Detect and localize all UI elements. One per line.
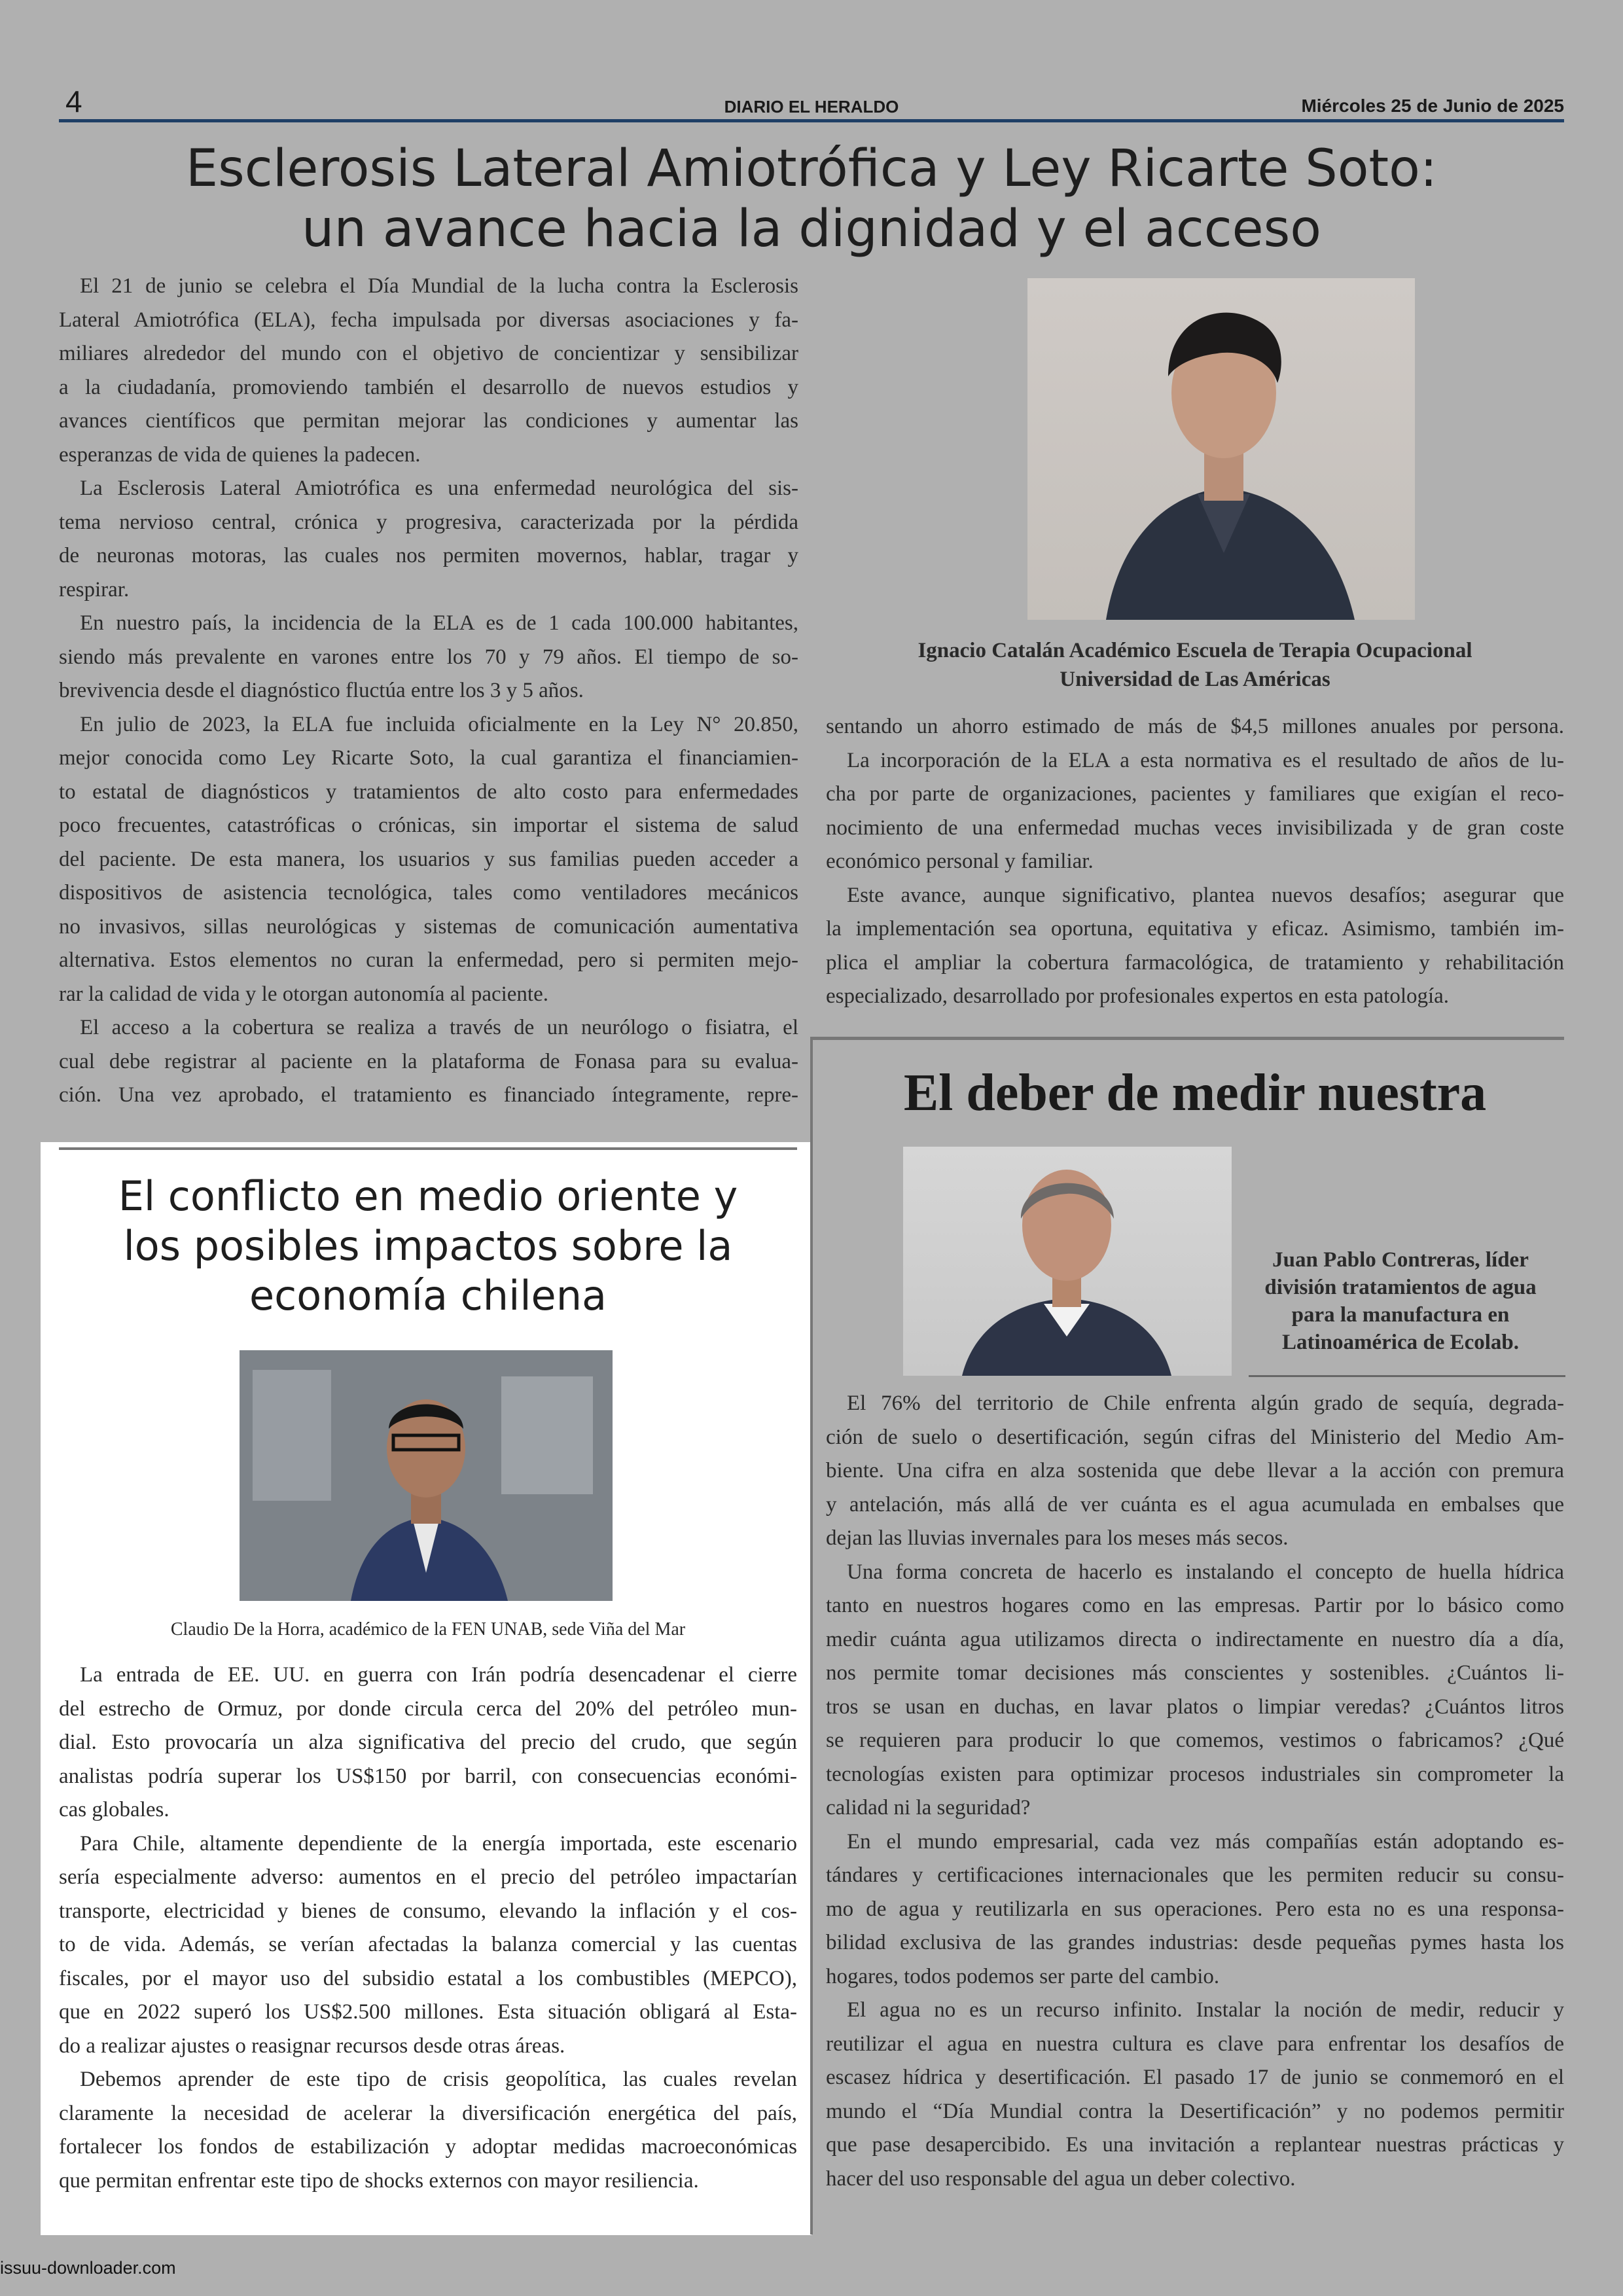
text-line: ción. Una vez aprobado, el tratamiento es financiado íntegramente, repre-	[59, 1083, 798, 1107]
text-line: especializado, desarrollado por profesionales expertos en esta patología.	[826, 984, 1450, 1008]
text-line: que en 2022 superó los US$2.500 millones. Esta situación obligará al Esta-	[59, 2000, 797, 2024]
text-line: cual debe registrar al paciente en la plataforma de Fonasa para su evalua-	[59, 1049, 798, 1073]
text-line: reutilizar el agua en nuestra cultura es clave para enfrentar los desafíos de	[826, 2032, 1564, 2056]
article2-photo-caption: Claudio De la Horra, académico de la FEN UNAB, sede Viña del Mar	[170, 1619, 686, 1640]
text-line: mundo el “Día Mundial contra la Desertificación” y no podemos permitir	[826, 2099, 1564, 2123]
text-line: En julio de 2023, la ELA fue incluida oficialmente en la Ley N° 20.850,	[80, 712, 798, 736]
caption-line: Juan Pablo Contreras, líder	[1272, 1248, 1529, 1272]
text-line: ción de suelo o desertificación, según cifras del Ministerio del Medio Am-	[826, 1425, 1564, 1449]
text-line: sentando un ahorro estimado de más de $4,5 millones anuales por persona.	[826, 715, 1564, 738]
article3-body	[826, 1387, 1564, 2196]
text-line: tándares y certificaciones internacionales que les permiten reducir su consu-	[826, 1863, 1564, 1887]
author-photo-catalan	[1027, 278, 1415, 620]
text-line: la implementación sea oportuna, equitativa y eficaz. Asimismo, también im-	[826, 917, 1564, 941]
text-line: tema nervioso central, crónica y progresiva, caracterizada por la pérdida	[59, 510, 798, 534]
text-line: Este avance, aunque significativo, plantea nuevos desafíos; asegurar que	[847, 883, 1564, 907]
headline-line: los posibles impactos sobre la	[123, 1222, 733, 1270]
text-line: plica el ampliar la cobertura farmacológica, de tratamiento y rehabilitación	[826, 950, 1564, 975]
text-line: El acceso a la cobertura se realiza a través de un neurólogo o fisiatra, el	[80, 1016, 798, 1039]
text-line: Para Chile, altamente dependiente de la energía importada, este escenario	[80, 1831, 797, 1856]
text-line: to estatal de diagnósticos y tratamientos de alto costo para enfermedades	[59, 780, 798, 804]
text-line: bilidad exclusiva de las grandes industrias: desde pequeñas pymes hasta los	[826, 1931, 1564, 1954]
text-line: analistas podría superar los US$150 por barril, con consecuencias económi-	[59, 1764, 797, 1788]
text-line: y antelación, más allá de ver cuánta es el agua acumulada en embalses que	[826, 1492, 1564, 1516]
text-line: transporte, electricidad y bienes de consumo, elevando la inflación y el cos-	[59, 1899, 797, 1923]
text-line: rar la calidad de vida y le otorgan autonomía al paciente.	[59, 982, 548, 1006]
caption-line: Universidad de Las Américas	[1060, 668, 1330, 691]
text-line: siendo más prevalente en varones entre los 70 y 79 años. El tiempo de so-	[59, 645, 798, 669]
text-line: cas globales.	[59, 1798, 169, 1821]
text-line: En nuestro país, la incidencia de la ELA es de 1 cada 100.000 habitantes,	[80, 611, 798, 635]
caption-line: división tratamientos de agua	[1264, 1276, 1537, 1299]
headline-line: un avance hacia la dignidad y el acceso	[302, 200, 1321, 259]
text-line: alternativa. Estos elementos no curan la enfermedad, pero si permiten mejo-	[59, 948, 798, 972]
article3-headline: El deber de medir nuestra	[903, 1064, 1487, 1122]
text-line: El 21 de junio se celebra el Día Mundial de la lucha contra la Esclerosis	[80, 274, 798, 298]
article2-headline	[59, 1172, 797, 1321]
text-line: brevivencia desde el diagnóstico fluctúa entre los 3 y 5 años.	[59, 679, 584, 702]
issue-date: Miércoles 25 de Junio de 2025	[1301, 96, 1564, 116]
text-line: claramente la necesidad de acelerar la diversificación energética del país,	[59, 2101, 797, 2125]
text-line: a la ciudadanía, promoviendo también el desarrollo de nuevos estudios y	[59, 375, 798, 399]
text-line: calidad ni la seguridad?	[826, 1796, 1031, 1820]
header-rule	[59, 119, 1564, 122]
text-line: cha por parte de organizaciones, pacientes y familiares que exigían el reco-	[826, 782, 1564, 806]
text-line: Lateral Amiotrófica (ELA), fecha impulsada por diversas asociaciones y fa-	[59, 308, 798, 332]
person-portrait-icon	[1027, 278, 1415, 620]
text-line: dejan las lluvias invernales para los meses más secos.	[826, 1526, 1289, 1550]
article1-headline	[65, 139, 1558, 259]
article3-top-rule	[812, 1037, 1564, 1040]
text-line: se requieren para producir lo que comemos, vestimos o fabricamos? ¿Qué	[826, 1729, 1564, 1752]
text-line: fiscales, por el mayor uso del subsidio estatal a los combustibles (MEPCO),	[59, 1966, 797, 1990]
text-line: poco frecuentes, catastróficas o crónicas, sin importar el sistema de salud	[59, 814, 798, 837]
text-line: de neuronas motoras, las cuales nos permiten movernos, hablar, tragar y	[59, 544, 798, 567]
text-line: que permitan enfrentar este tipo de shocks externos con mayor resiliencia.	[59, 2168, 699, 2193]
text-line: económico personal y familiar.	[826, 850, 1094, 873]
page-number: 4	[65, 84, 82, 118]
article1-column1	[59, 270, 798, 1113]
text-line: que pase desapercibido. Es una invitación a replantear nuestras prácticas y	[826, 2133, 1564, 2157]
text-line: nocimiento de una enfermedad muchas veces invisibilizada y de gran coste	[826, 816, 1564, 840]
text-line: fortalecer los fondos de estabilización y adoptar medidas macroeconómicas	[59, 2135, 797, 2159]
text-line: respirar.	[59, 577, 130, 601]
caption-rule	[1249, 1375, 1565, 1377]
person-portrait-icon	[240, 1350, 613, 1601]
headline-line: Esclerosis Lateral Amiotrófica y Ley Ricarte Soto:	[185, 139, 1438, 198]
text-line: Una forma concreta de hacerlo es instalando el concepto de huella hídrica	[847, 1560, 1564, 1584]
headline-line: economía chilena	[249, 1272, 607, 1319]
text-line: sería especialmente adverso: aumentos en el precio del petróleo impactarían	[59, 1865, 797, 1889]
text-line: La entrada de EE. UU. en guerra con Irán podría desencadenar el cierre	[80, 1663, 797, 1687]
caption-line: para la manufactura en	[1291, 1303, 1510, 1327]
watermark-link[interactable]: issuu-downloader.com	[0, 2258, 176, 2278]
text-line: mejor conocida como Ley Ricarte Soto, la cual garantiza el financiamien-	[59, 746, 798, 770]
text-line: del estrecho de Ormuz, por donde circula cerca del 20% del petróleo mun-	[59, 1696, 797, 1721]
text-line: El agua no es un recurso infinito. Instalar la noción de medir, reducir y	[847, 1998, 1564, 2022]
text-line: mo de agua y reutilizarla en sus operaciones. Pero esta no es una responsa-	[826, 1897, 1564, 1921]
text-line: hacer del uso responsable del agua un deber colectivo.	[826, 2166, 1296, 2191]
text-line: Debemos aprender de este tipo de crisis geopolítica, las cuales revelan	[80, 2068, 797, 2091]
text-line: La Esclerosis Lateral Amiotrófica es una enfermedad neurológica del sis-	[80, 476, 798, 500]
text-line: dial. Esto provocaría un alza significativa del precio del crudo, que según	[59, 1731, 797, 1754]
text-line: nos permite tomar decisiones más conscientes y sostenibles. ¿Cuántos li-	[826, 1661, 1564, 1685]
text-line: El 76% del territorio de Chile enfrenta algún grado de sequía, degrada-	[847, 1391, 1564, 1415]
article3-photo-caption	[1243, 1246, 1558, 1356]
article3-left-rule	[810, 1037, 813, 2234]
sidebar-top-rule	[59, 1147, 797, 1150]
caption-line: Latinoamérica de Ecolab.	[1281, 1331, 1520, 1354]
article1-column2	[826, 710, 1564, 1014]
text-line: tecnologías existen para optimizar procesos industriales sin comprometer la	[826, 1762, 1564, 1786]
text-line: to de vida. Además, se verían afectadas la balanza comercial y las cuentas	[59, 1933, 797, 1956]
headline-line: El conflicto en medio oriente y	[118, 1172, 738, 1220]
author-photo-delahorra	[240, 1350, 613, 1601]
text-line: En el mundo empresarial, cada vez más compañías están adoptando es-	[847, 1829, 1564, 1854]
newspaper-name: DIARIO EL HERALDO	[724, 97, 899, 117]
text-line: hogares, todos podemos ser parte del cambio.	[826, 1964, 1220, 1988]
caption-line: Ignacio Catalán Académico Escuela de Terapia Ocupacional	[918, 639, 1472, 662]
article2-body	[59, 1659, 797, 2198]
text-line: do a realizar ajustes o reasignar recursos desde otras áreas.	[59, 2034, 565, 2058]
text-line: La incorporación de la ELA a esta normativa es el resultado de años de lu-	[847, 748, 1564, 772]
text-line: tanto en nuestros hogares como en las empresas. Partir por lo básico como	[826, 1594, 1564, 1617]
person-portrait-icon	[903, 1147, 1232, 1376]
text-line: biente. Una cifra en alza sostenida que debe llevar a la acción con premura	[826, 1459, 1564, 1482]
article1-photo-caption	[826, 636, 1564, 694]
text-line: avances científicos que permitan mejorar las condiciones y aumentar las	[59, 409, 798, 433]
text-line: tros se usan en duchas, en lavar platos o limpiar veredas? ¿Cuántos litros	[826, 1695, 1564, 1719]
text-line: esperanzas de vida de quienes la padecen.	[59, 442, 421, 467]
text-line: miliares alrededor del mundo con el objetivo de concientizar y sensibilizar	[59, 342, 798, 365]
text-line: escasez hídrica y desertificación. El pasado 17 de junio se conmemoró en el	[826, 2066, 1564, 2089]
text-line: dispositivos de asistencia tecnológica, tales como ventiladores mecánicos	[59, 881, 798, 905]
text-line: no invasivos, sillas neurológicas y sistemas de comunicación aumentativa	[59, 914, 798, 939]
text-line: del paciente. De esta manera, los usuarios y sus familias pueden acceder a	[59, 847, 798, 871]
author-photo-contreras	[903, 1147, 1232, 1376]
text-line: medir cuánta agua utilizamos directa o indirectamente en nuestro día a día,	[826, 1627, 1564, 1651]
